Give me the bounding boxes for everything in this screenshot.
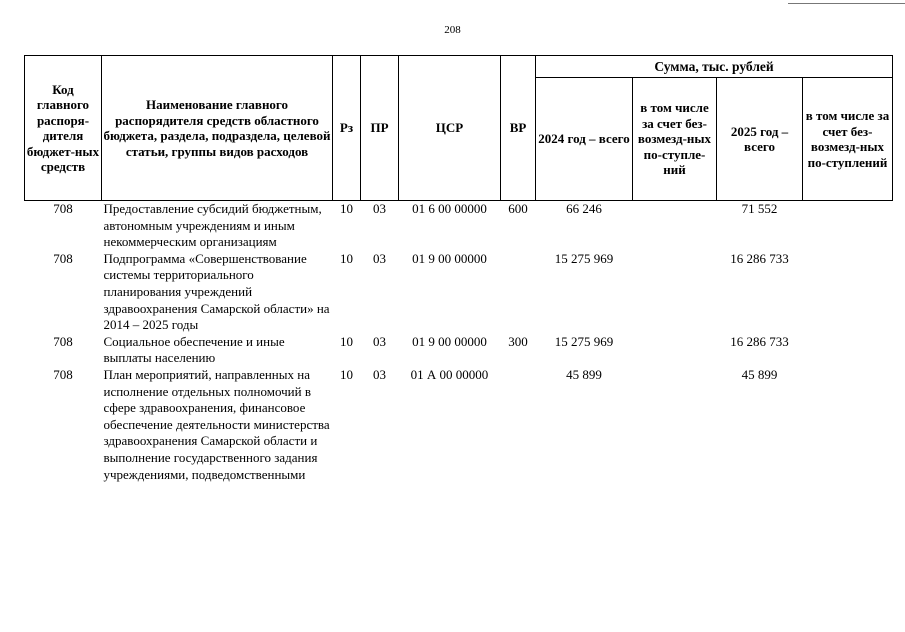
cell-code: 708 [53,250,73,266]
cell-pr: 03 [373,201,386,216]
cell-rz: 10 [340,366,353,382]
top-rule [788,3,905,4]
cell-2024-grants [633,251,717,334]
cell-2025-total: 16 286 733 [730,333,789,349]
header-2024-grants: в том числе за счет без-возмезд-ных по-ступле-ний [633,78,717,201]
cell-2024-total: 15 275 969 [554,250,614,266]
cell-vr: 300 [508,333,528,349]
table-row [25,334,893,367]
header-pr: ПР [361,56,399,201]
cell-rz: 10 [340,333,353,349]
header-csr: ЦСР [399,56,501,201]
cell-2024-total: 66 246 [566,201,602,216]
budget-table [24,55,893,483]
cell-csr: 01 9 00 00000 [412,250,487,266]
cell-2025-total: 45 899 [741,366,778,382]
cell-name: Подпрограмма «Совершенствование системы территориального планирования учреждений здравоохранения Самарской области» на 2014 – 2025 годы [103,250,330,333]
cell-vr: 600 [508,201,528,216]
cell-name: Социальное обеспечение и иные выплаты населению [103,333,285,366]
cell-csr: 01 9 00 00000 [412,333,487,349]
cell-name: Предоставление субсидий бюджетным, автономным учреждениям и иным некоммерческим организациям [103,201,322,250]
cell-vr [501,251,536,334]
table-row [25,201,893,251]
cell-code: 708 [53,201,73,216]
cell-2025-grants [803,201,893,251]
cell-2025-total: 71 552 [741,201,778,216]
cell-2025-grants [803,367,893,483]
cell-2024-grants [633,201,717,251]
table-body [25,201,893,484]
table-row [25,251,893,334]
cell-rz: 10 [340,201,353,216]
cell-csr: 01 6 00 00000 [412,201,487,216]
cell-rz: 10 [340,250,353,266]
cell-pr: 03 [373,250,386,266]
table-header [25,56,893,201]
cell-pr: 03 [373,333,386,349]
cell-2025-grants [803,251,893,334]
header-2024-total: 2024 год – всего [536,78,633,201]
cell-csr: 01 А 00 00000 [410,366,489,382]
header-name: Наименование главного распорядителя средств областного бюджета, раздела, подраздела, целевой статьи, группы видов расходов [102,56,333,201]
cell-pr: 03 [373,366,386,382]
header-2025-grants: в том числе за счет без-возмезд-ных по-ступлений [803,78,893,201]
cell-2025-grants [803,334,893,367]
cell-2024-total: 15 275 969 [554,333,614,349]
header-sum-group: Сумма, тыс. рублей [536,56,893,78]
cell-vr [501,367,536,483]
header-2025-total: 2025 год – всего [717,78,803,201]
cell-2024-grants [633,334,717,367]
header-code: Код главного распоря-дителя бюджет-ных средств [25,56,102,201]
table-row [25,367,893,483]
cell-code: 708 [53,366,73,382]
header-rz: Рз [333,56,361,201]
cell-2024-total: 45 899 [566,366,602,382]
cell-2024-grants [633,367,717,483]
page-number: 208 [444,24,461,36]
cell-2025-total: 16 286 733 [730,250,789,266]
cell-code: 708 [53,333,73,349]
header-vr: ВР [501,56,536,201]
cell-name: План мероприятий, направленных на исполнение отдельных полномочий в сфере здравоохранения, финансовое обеспечение деятельности министерства здравоохранения Самарской области и выполнение государственного задания учреждениями, подведомственными [103,366,330,482]
